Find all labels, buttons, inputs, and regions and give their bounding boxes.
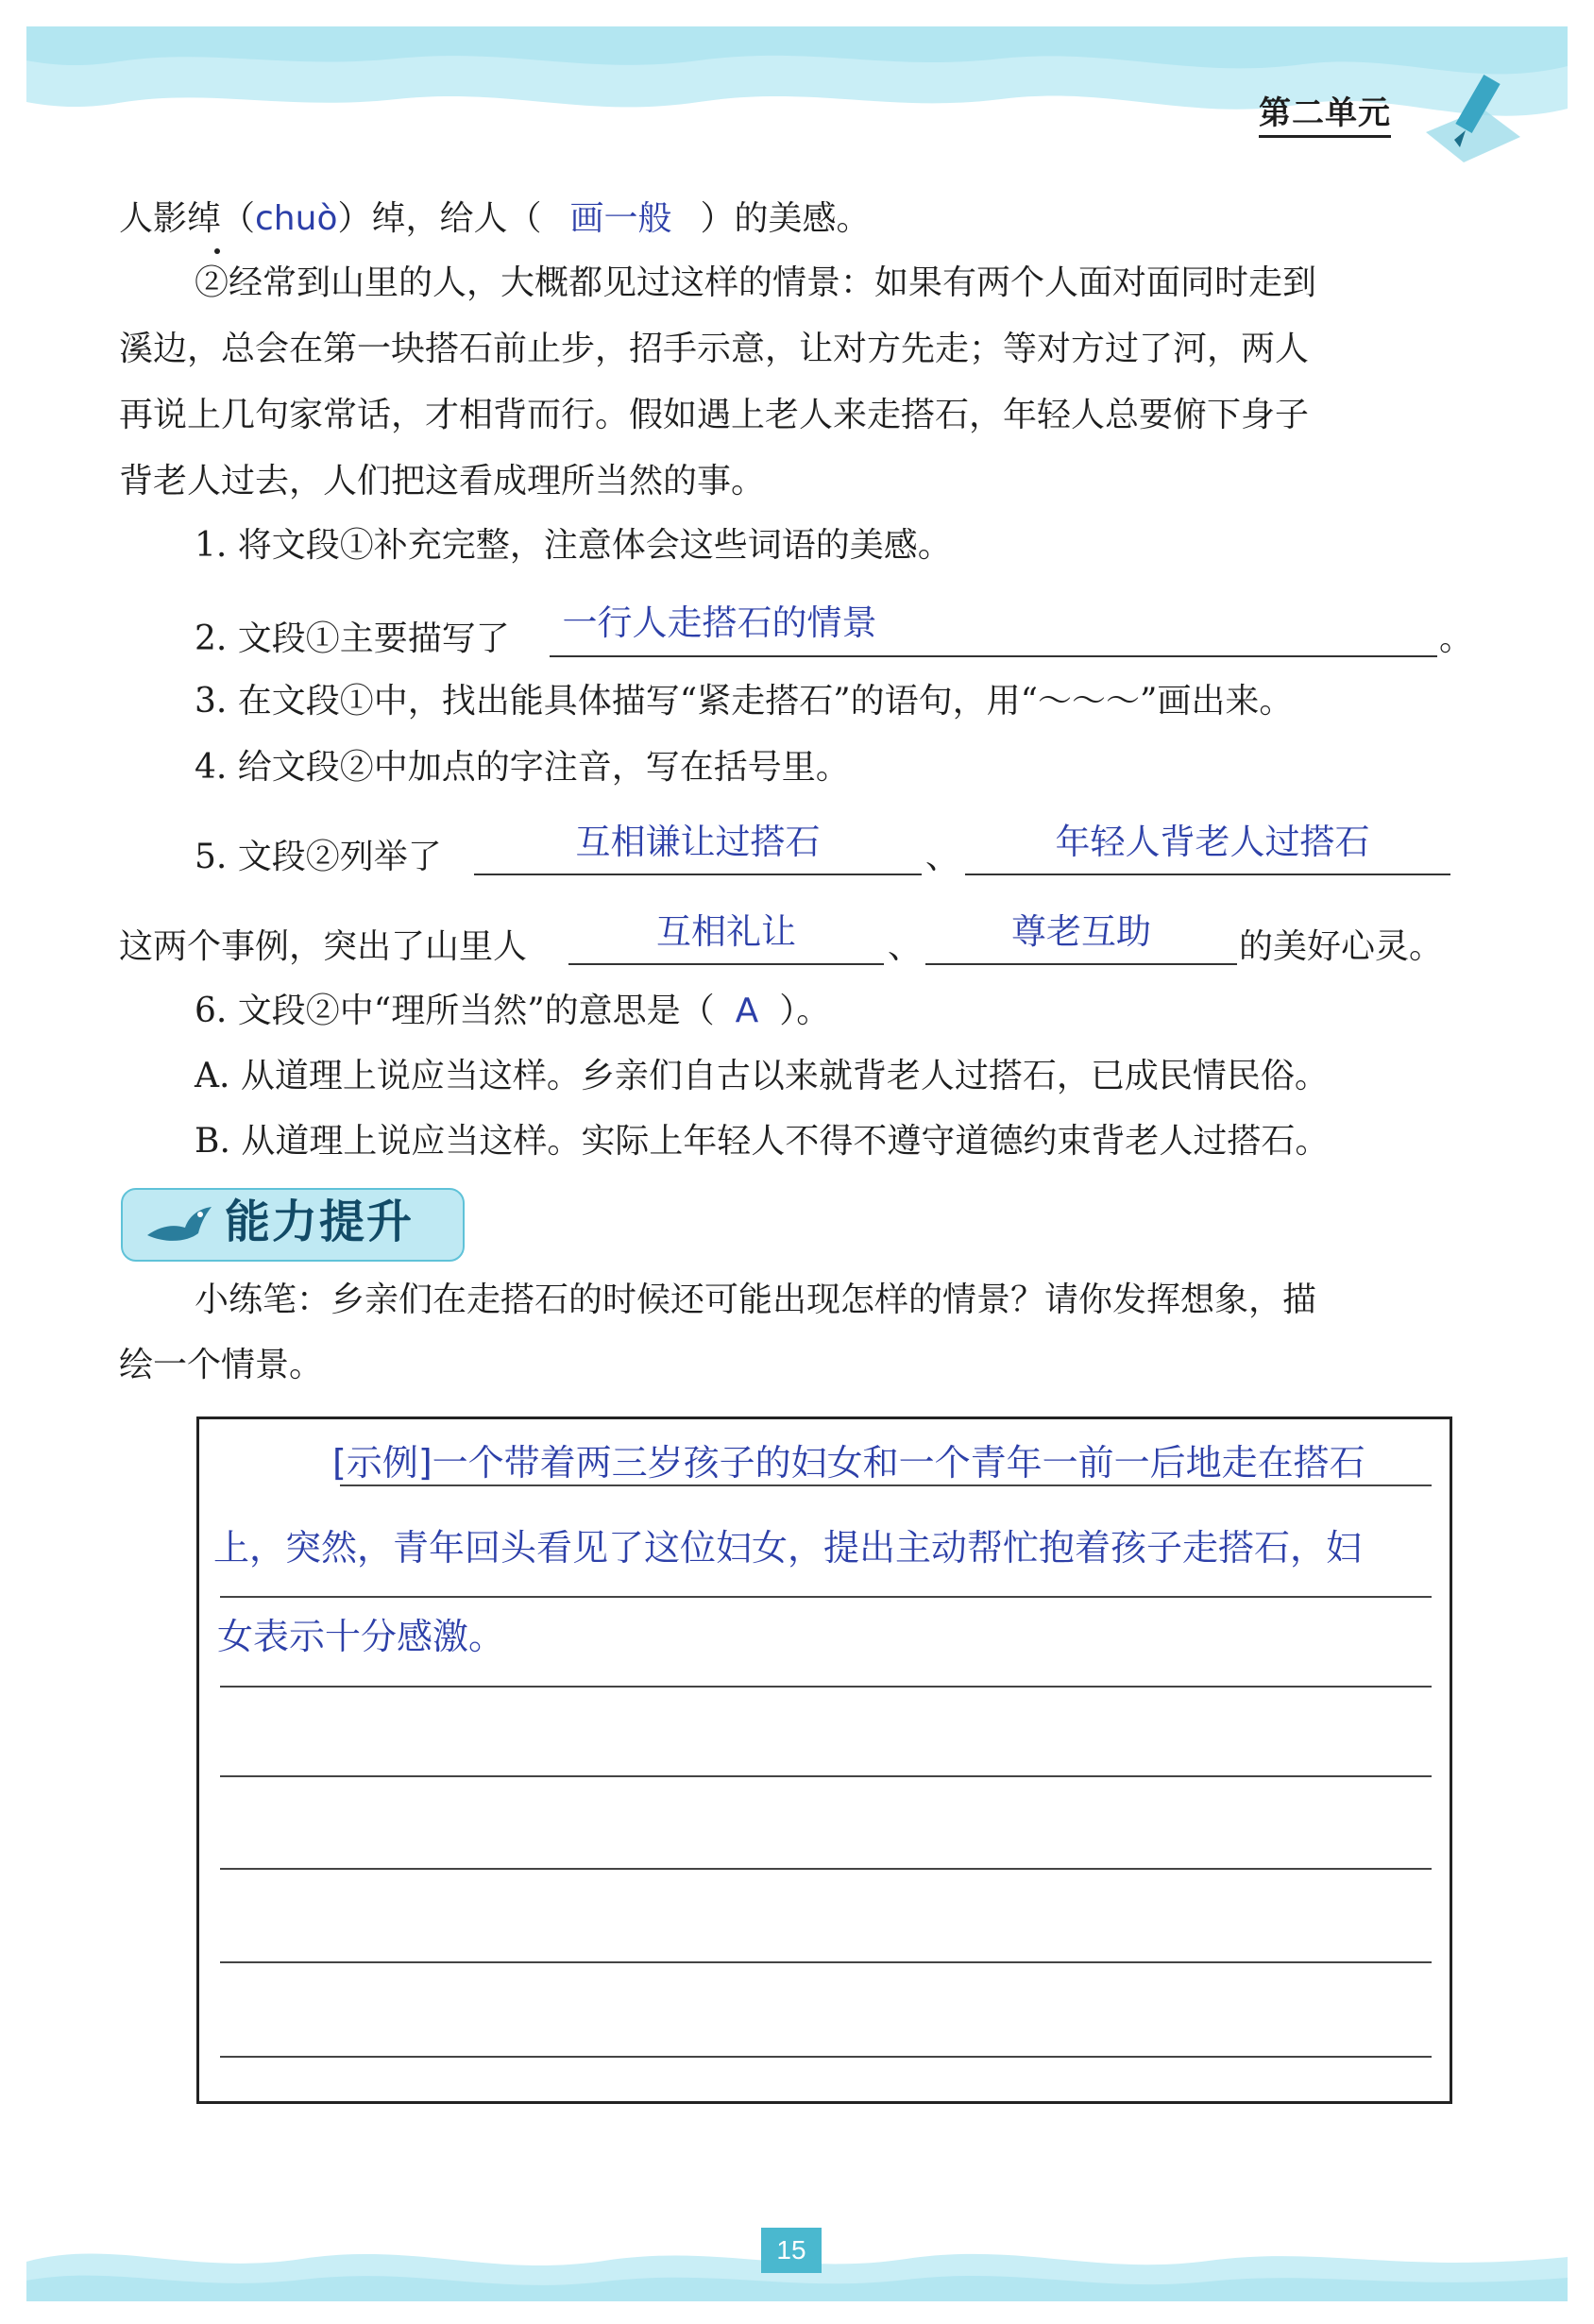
passage-para2-line-1: ②经常到山里的人，大概都见过这样的情景：如果有两个人面对面同时走到 [195,263,1317,302]
separator: 、 [888,927,923,966]
exercise-prompt-line-1: 小练笔：乡亲们在走搭石的时候还可能出现怎样的情景？请你发挥想象，描 [195,1281,1317,1319]
writing-line [220,1596,1432,1598]
answer-blank [550,655,1437,657]
question-5: 5. 文段②列举了 [195,838,442,876]
exercise-prompt-line-2: 绘一个情景。 [119,1346,324,1384]
q5-answer-3: 互相礼让 [656,911,796,952]
question-6-end: ）。 [779,992,831,1030]
q2-answer: 一行人走搭石的情景 [562,602,877,643]
q5-answer-1: 互相谦让过搭石 [575,822,821,862]
writing-line [220,1868,1432,1870]
answer-box [196,1416,1452,2104]
sample-answer-line-1: [示例]一个带着两三岁孩子的妇女和一个青年一前一后地走在搭石 [332,1442,1365,1484]
writing-line [220,1686,1432,1688]
answer-blank [474,874,922,875]
sample-answer-line-2: 上，突然，青年回头看见了这位妇女，提出主动帮忙抱着孩子走搭石，妇 [213,1527,1363,1569]
page-number: 15 [761,2228,822,2273]
passage-para2-line-3: 再说上几句家常话，才相背而行。假如遇上老人来走搭石，年轻人总要俯下身子 [119,396,1310,434]
writing-line [220,2056,1432,2058]
passage-text: 人影绰（ [119,199,256,238]
passage-para2-line-2: 溪边，总会在第一块搭石前止步，招手示意，让对方先走；等对方过了河，两人 [119,330,1310,368]
question-1: 1. 将文段①补充完整，注意体会这些词语的美感。 [195,526,952,565]
option-b: B. 从道理上说应当这样。实际上年轻人不得不遵守道德约束背老人过搭石。 [195,1122,1330,1161]
answer-blank [965,874,1450,875]
passage-text: ）绰，给人（ [337,199,542,238]
q6-answer: A [735,992,759,1030]
sample-answer-line-3: 女表示十分感激。 [217,1616,505,1657]
question-4: 4. 给文段②中加点的字注音，写在括号里。 [195,748,850,787]
question-5-end: 的美好心灵。 [1239,927,1444,966]
writing-line [220,1961,1432,1963]
question-6 [195,988,830,1035]
pinyin-answer: chuò [255,199,338,238]
passage-text: ）的美感。 [700,199,871,238]
separator: 、 [925,838,960,876]
bird-icon [142,1197,217,1250]
question-2: 2. 文段①主要描写了 [195,619,510,658]
answer-blank [568,963,884,965]
q5-answer-2: 年轻人背老人过搭石 [1055,822,1370,862]
fill-answer: 画一般 [569,199,672,238]
q5-answer-4: 尊老互助 [1011,911,1151,952]
section-title: 能力提升 [225,1196,415,1248]
question-2-end: 。 [1439,619,1474,658]
answer-blank [925,963,1237,965]
emphasis-dot [214,248,220,254]
passage-line-1 [119,195,871,243]
writing-line [220,1775,1432,1777]
unit-title: 第二单元 [1259,87,1391,138]
option-a: A. 从道理上说应当这样。乡亲们自古以来就背老人过搭石，已成民情民俗。 [195,1057,1329,1095]
question-3: 3. 在文段①中，找出能具体描写“紧走搭石”的语句，用“～～～”画出来。 [195,682,1294,721]
passage-para2-line-4: 背老人过去，人们把这看成理所当然的事。 [119,462,766,500]
pencil-icon [1416,57,1530,170]
question-5-line-2: 这两个事例，突出了山里人 [119,927,528,966]
question-6-text: 6. 文段②中“理所当然”的意思是（ [195,992,715,1030]
